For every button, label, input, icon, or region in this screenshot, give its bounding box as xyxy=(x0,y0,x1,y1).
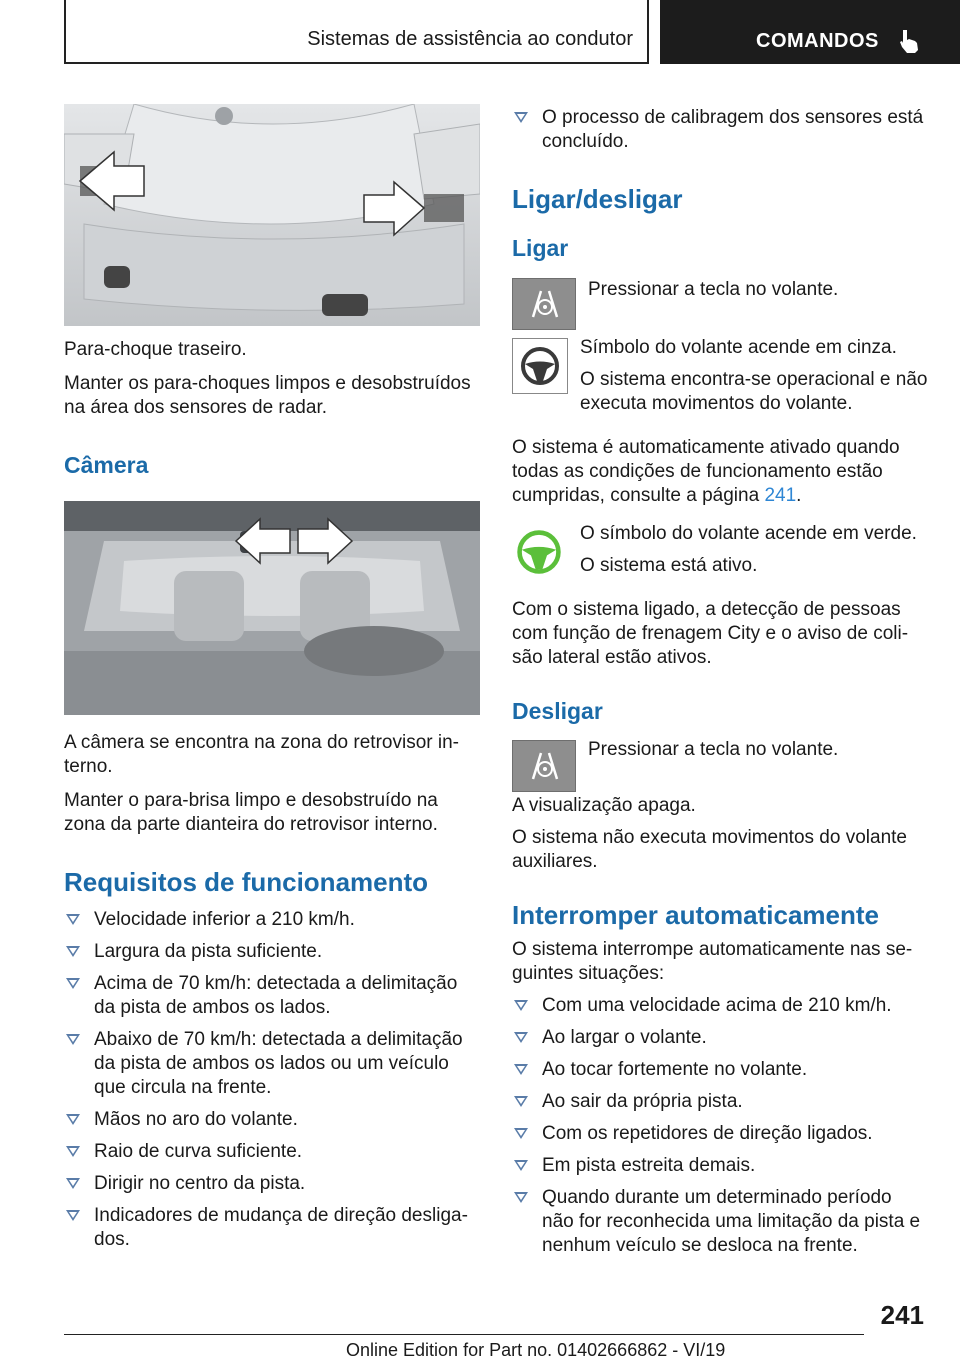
rear-bumper-text: Manter os para-choques limpos e desobstruídos na área dos sensores de radar. xyxy=(64,373,471,418)
bullet-triangle-icon xyxy=(66,1210,80,1221)
auto-activation-text: O sistema é automaticamente ativado quando todas as condições de funcionamento estão cumpridas, consulte a página 241. xyxy=(512,437,900,506)
bullet-triangle-icon xyxy=(514,1096,528,1107)
list-item: Ao sair da própria pista. xyxy=(512,1090,928,1114)
bullet-triangle-icon xyxy=(66,1146,80,1157)
bullet-triangle-icon xyxy=(66,914,80,925)
list-item: Mãos no aro do volante. xyxy=(64,1108,480,1132)
list-item: Quando durante um determinado período não for reconhecida uma limitação da pista e nenhum veículo se desloca na frente. xyxy=(512,1186,928,1258)
bullet-triangle-icon xyxy=(514,1128,528,1139)
off-heading: Desligar xyxy=(512,698,603,724)
list-item: Em pista estreita demais. xyxy=(512,1154,928,1178)
grey-symbol-text: Símbolo do volante acende em cinza. xyxy=(580,337,897,358)
bullet-triangle-icon xyxy=(66,1178,80,1189)
camera-caption: A câmera se encontra na zona do retrovisor interno. xyxy=(64,732,459,777)
bullet-triangle-icon xyxy=(514,1160,528,1171)
off-text-2: O sistema não executa movimentos do volante auxiliares. xyxy=(512,827,907,872)
grey-symbol-desc: O sistema encontra-se operacional e não executa movimentos do volante. xyxy=(580,369,928,414)
footer-rule xyxy=(64,1334,864,1335)
camera-heading: Câmera xyxy=(64,452,149,478)
list-item: Dirigir no centro da pista. xyxy=(64,1172,480,1196)
on-heading: Ligar xyxy=(512,235,569,261)
header-section-box xyxy=(64,0,649,64)
interior-camera-figure xyxy=(64,501,480,715)
header-chapter-tab xyxy=(660,0,960,64)
camera-text: Manter o para-brisa limpo e desobstruído na zona da parte dianteira do retrovisor interno. xyxy=(64,790,438,835)
requirements-list xyxy=(64,908,480,1252)
list-item: Acima de 70 km/h: detectada a delimitação da pista de ambos os lados. xyxy=(64,972,480,1020)
list-item: Com os repetidores de direção ligados. xyxy=(512,1122,928,1146)
header-chapter-title: COMANDOS xyxy=(756,30,879,52)
lane-assist-button-icon xyxy=(527,749,563,783)
list-item: Com uma velocidade acima de 210 km/h. xyxy=(512,994,928,1018)
off-text-1: A visualização apaga. xyxy=(512,795,696,816)
bullet-triangle-icon xyxy=(514,112,528,123)
hand-pointer-icon xyxy=(898,28,922,54)
steering-wheel-grey-icon xyxy=(519,345,561,387)
bullet-triangle-icon xyxy=(66,946,80,957)
bullet-triangle-icon xyxy=(66,1114,80,1125)
footer-edition: Online Edition for Part no. 01402666862 - VI/19 xyxy=(346,1340,726,1360)
green-symbol-text: O símbolo do volante acende em verde. xyxy=(580,523,917,544)
page-link[interactable]: 241 xyxy=(764,485,797,506)
left-column xyxy=(64,104,480,1260)
bullet-triangle-icon xyxy=(514,1064,528,1075)
rear-bumper-figure xyxy=(64,104,480,326)
list-item: Raio de curva suficiente. xyxy=(64,1140,480,1164)
on-press-text: Pressionar a tecla no volante. xyxy=(588,279,839,300)
list-item: Ao largar o volante. xyxy=(512,1026,928,1050)
lane-assist-button-image-2 xyxy=(512,740,576,792)
city-brake-text: Com o sistema ligado, a detecção de pessoas com função de frenagem City e o aviso de colisão lateral estão ativos. xyxy=(512,599,909,668)
bullet-triangle-icon xyxy=(66,978,80,989)
page-number: 241 xyxy=(880,1300,924,1330)
list-item: Velocidade inferior a 210 km/h. xyxy=(64,908,480,932)
grey-symbol-frame xyxy=(512,338,568,394)
list-item: Abaixo de 70 km/h: detectada a delimitação da pista de ambos os lados ou um veículo que circula na frente. xyxy=(64,1028,480,1100)
on-off-heading: Ligar/desligar xyxy=(512,184,683,214)
bullet-triangle-icon xyxy=(66,1034,80,1045)
interrupt-list xyxy=(512,994,928,1266)
off-press-text: Pressionar a tecla no volante. xyxy=(588,739,839,760)
list-item: Indicadores de mudança de direção desligados. xyxy=(64,1204,480,1252)
list-item: Ao tocar fortemente no volante. xyxy=(512,1058,928,1082)
lane-assist-button-icon xyxy=(527,287,563,321)
green-symbol-desc: O sistema está ativo. xyxy=(580,555,758,576)
list-item: O processo de calibragem dos sensores está concluído. xyxy=(512,106,928,154)
bullet-triangle-icon xyxy=(514,1000,528,1011)
right-column xyxy=(512,106,928,262)
interrupt-heading: Interromper automaticamente xyxy=(512,900,879,930)
header-section-title: Sistemas de assistência ao condutor xyxy=(307,28,633,50)
bullet-triangle-icon xyxy=(514,1192,528,1203)
rear-bumper-caption: Para-choque traseiro. xyxy=(64,339,247,360)
requirements-heading: Requisitos de funcionamento xyxy=(64,867,429,897)
list-item: Largura da pista suficiente. xyxy=(64,940,480,964)
bullet-triangle-icon xyxy=(514,1032,528,1043)
lane-assist-button-image xyxy=(512,278,576,330)
steering-wheel-green-icon xyxy=(515,528,563,576)
interrupt-intro: O sistema interrompe automaticamente nas seguintes situações: xyxy=(512,939,913,984)
